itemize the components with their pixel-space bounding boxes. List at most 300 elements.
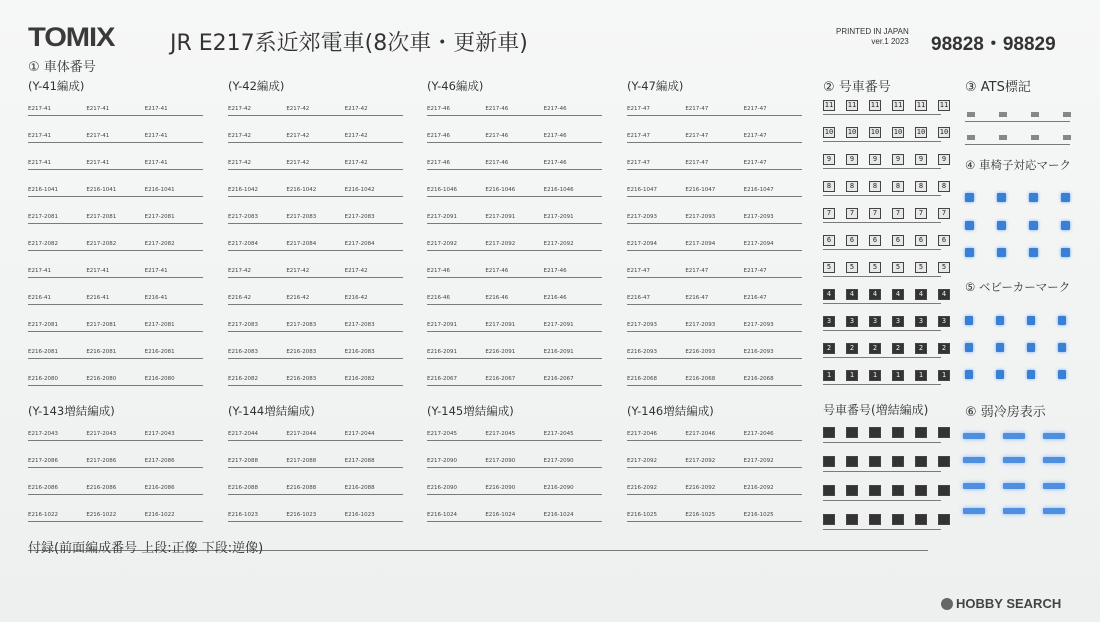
body-number-decal: E216-2067 (485, 376, 516, 382)
decal-rule (627, 196, 802, 197)
car-number-decal (938, 485, 950, 496)
car-number-decal: 2 (846, 343, 858, 354)
body-number-decal: E217-2081 (86, 214, 117, 220)
weak-mark (1043, 483, 1065, 489)
body-number-decal: E216-2092 (685, 485, 716, 491)
body-number-row (28, 146, 203, 173)
decal-rule (228, 521, 403, 522)
decal-rule (228, 196, 403, 197)
body-number-decal: E216-47 (627, 295, 650, 301)
section-stroller: ⑤ ベビーカーマーク (965, 280, 1071, 294)
body-number-row (28, 335, 203, 362)
car-number-row (823, 485, 950, 496)
wheel-mark (997, 193, 1006, 202)
decal-rule (228, 304, 403, 305)
car-number-decal: 3 (869, 316, 881, 327)
car-number-decal: 9 (938, 154, 950, 165)
wheel-mark (1061, 193, 1070, 202)
car-number-decal: 11 (893, 101, 903, 109)
group-label-y41: (Y-41編成) (28, 79, 85, 93)
car-number-decal: 8 (938, 181, 950, 192)
body-number-row (28, 254, 203, 281)
body-number-row (627, 444, 802, 471)
body-number-decal: E217-42 (286, 106, 310, 112)
ats-mark (967, 112, 975, 117)
body-number-row (228, 281, 403, 308)
body-number-decal: E217-2083 (344, 322, 375, 328)
car-number-decal (823, 427, 835, 438)
decal-rule (228, 142, 403, 143)
printed-note (836, 27, 909, 47)
body-number-decal: E216-42 (286, 295, 310, 301)
body-number-decal: E217-2091 (485, 322, 516, 328)
body-number-row (627, 308, 802, 335)
body-number-decal: E216-1024 (427, 512, 457, 518)
car-number-row (823, 289, 950, 300)
group-label-y145: (Y-145増結編成) (427, 404, 514, 418)
body-number-decal: E216-2082 (344, 376, 375, 382)
decal-rule (28, 521, 203, 522)
car-number-row (823, 514, 950, 525)
body-number-decal: E217-46 (427, 106, 450, 112)
decal-rule (627, 385, 802, 386)
body-number-decal: E217-2086 (144, 458, 175, 464)
body-number-decal: E217-2088 (286, 458, 317, 464)
body-number-row (28, 417, 203, 444)
ats-mark-row (967, 135, 1071, 140)
body-number-decal: E216-1046 (485, 187, 516, 193)
body-number-decal: E217-41 (144, 268, 168, 274)
decal-rule (627, 250, 802, 251)
group-label-y42: (Y-42編成) (228, 79, 285, 93)
body-number-decal: E217-2081 (28, 214, 58, 220)
body-number-row (627, 254, 802, 281)
baby-mark (1027, 370, 1035, 379)
baby-mark (965, 343, 973, 352)
body-number-row (427, 119, 602, 146)
decal-rule (627, 467, 802, 468)
decal-rule (427, 250, 602, 251)
car-number-decal: 6 (869, 235, 881, 246)
decal-rule (228, 115, 403, 116)
car-number-decal: 2 (869, 343, 881, 354)
body-number-decal: E217-2093 (627, 214, 657, 220)
body-number-decal: E217-2046 (743, 431, 774, 437)
body-number-decal: E216-2080 (86, 376, 117, 382)
body-number-row (228, 498, 403, 525)
body-number-decal: E216-1022 (28, 512, 58, 518)
weak-row (963, 483, 1065, 489)
car-number-row (823, 316, 950, 327)
body-number-decal: E216-2068 (743, 376, 774, 382)
car-number-decal: 9 (869, 154, 881, 165)
baby-row (965, 370, 1066, 379)
body-number-decal: E216-2091 (427, 349, 457, 355)
body-number-row (627, 173, 802, 200)
decal-rule (823, 442, 941, 443)
ats-mark (1063, 112, 1071, 117)
body-number-decal: E216-2086 (86, 485, 117, 491)
body-number-decal: E216-2081 (144, 349, 175, 355)
body-number-decal: E217-2045 (485, 431, 516, 437)
car-number-decal (846, 514, 858, 525)
decal-rule (28, 169, 203, 170)
car-number-row (823, 427, 950, 438)
section-car-numbers: ② 号車番号 (823, 80, 891, 95)
body-number-decal: E216-2093 (627, 349, 657, 355)
body-number-decal: E217-2044 (344, 431, 375, 437)
car-number-decal: 6 (915, 235, 927, 246)
group-label-y143: (Y-143増結編成) (28, 404, 115, 418)
body-number-decal: E216-2090 (543, 485, 574, 491)
decal-rule (823, 330, 941, 331)
car-number-decal: 1 (938, 370, 950, 381)
decal-rule (823, 357, 941, 358)
body-number-decal: E217-2092 (743, 458, 774, 464)
body-number-decal: E217-2082 (28, 241, 58, 247)
decal-rule (427, 223, 602, 224)
decal-rule (28, 196, 203, 197)
car-number-decal: 1 (915, 370, 927, 381)
decal-rule (627, 358, 802, 359)
body-number-decal: E217-2081 (144, 214, 175, 220)
car-number-decal: 10 (916, 128, 926, 136)
body-number-decal: E217-2043 (86, 431, 117, 437)
decal-rule (427, 358, 602, 359)
decal-rule (823, 249, 941, 250)
decal-rule (28, 115, 203, 116)
weak-row (963, 508, 1065, 514)
body-number-decal: E217-2092 (485, 241, 516, 247)
decal-rule (823, 471, 941, 472)
decal-rule (228, 440, 403, 441)
car-number-decal (915, 514, 927, 525)
decal-rule (228, 385, 403, 386)
body-number-row (427, 254, 602, 281)
body-number-decal: E217-2044 (286, 431, 317, 437)
wheel-mark (1029, 221, 1038, 230)
car-number-decal: 1 (823, 370, 835, 381)
product-numbers: 98828・98829 (931, 34, 1056, 55)
body-number-decal: E216-2091 (543, 349, 574, 355)
body-number-row (28, 200, 203, 227)
page-title: JR E217系近郊電車(8次車・更新車) (170, 31, 528, 56)
decal-rule (823, 276, 941, 277)
car-number-decal: 2 (915, 343, 927, 354)
car-number-decal: 11 (870, 101, 880, 109)
body-number-decal: E216-1024 (543, 512, 574, 518)
body-number-column-y145 (427, 417, 602, 525)
body-number-row (228, 173, 403, 200)
body-number-decal: E216-2081 (28, 349, 58, 355)
wheel-mark (1029, 193, 1038, 202)
body-number-row (427, 444, 602, 471)
body-number-decal: E217-2084 (344, 241, 375, 247)
body-number-decal: E216-1042 (344, 187, 375, 193)
body-number-decal: E217-2043 (144, 431, 175, 437)
weak-mark (963, 483, 985, 489)
decal-rule (427, 277, 602, 278)
body-number-decal: E216-42 (344, 295, 368, 301)
car-number-decal: 4 (915, 289, 927, 300)
decal-rule (627, 521, 802, 522)
ats-mark (1031, 135, 1039, 140)
body-number-decal: E216-1046 (427, 187, 457, 193)
ats-mark-row (967, 112, 1071, 117)
body-number-row (427, 227, 602, 254)
ats-mark (967, 135, 975, 140)
car-number-decal: 10 (824, 128, 834, 136)
decal-rule (823, 114, 941, 115)
group-label-y144: (Y-144増結編成) (228, 404, 315, 418)
decal-rule (627, 142, 802, 143)
car-number-row (823, 235, 950, 246)
body-number-decal: E216-2083 (286, 349, 317, 355)
car-number-decal: 11 (847, 101, 857, 109)
body-number-decal: E217-2092 (543, 241, 574, 247)
body-number-row (627, 471, 802, 498)
section-wheelchair: ④ 車椅子対応マーク (965, 158, 1071, 172)
car-number-decal: 5 (938, 262, 950, 273)
body-number-decal: E216-2093 (685, 349, 716, 355)
body-number-decal: E216-1025 (627, 512, 657, 518)
body-number-row (228, 471, 403, 498)
car-number-decal: 8 (823, 181, 835, 192)
body-number-decal: E216-1046 (543, 187, 574, 193)
body-number-decal: E217-2090 (543, 458, 574, 464)
car-number-decal: 6 (938, 235, 950, 246)
decal-rule (823, 500, 941, 501)
wheel-mark (997, 248, 1006, 257)
body-number-row (228, 227, 403, 254)
body-number-decal: E217-2045 (543, 431, 574, 437)
car-number-decal (915, 456, 927, 467)
body-number-decal: E216-2067 (543, 376, 574, 382)
car-number-decal: 1 (892, 370, 904, 381)
decal-rule (427, 169, 602, 170)
group-label-y47: (Y-47編成) (627, 79, 684, 93)
body-number-decal: E217-47 (743, 133, 767, 139)
decal-rule (28, 223, 203, 224)
car-number-decal: 4 (846, 289, 858, 300)
decal-rule (228, 494, 403, 495)
car-number-decal (869, 456, 881, 467)
body-number-decal: E217-47 (685, 268, 709, 274)
body-number-row (627, 335, 802, 362)
baby-mark (996, 343, 1004, 352)
body-number-row (627, 92, 802, 119)
car-number-decal: 9 (915, 154, 927, 165)
body-number-decal: E217-2093 (743, 214, 774, 220)
decal-rule (627, 494, 802, 495)
decal-rule (627, 115, 802, 116)
body-number-decal: E217-2082 (86, 241, 117, 247)
body-number-decal: E216-2080 (144, 376, 175, 382)
body-number-decal: E217-2091 (485, 214, 516, 220)
body-number-decal: E217-41 (28, 133, 51, 139)
decal-rule (28, 467, 203, 468)
weak-mark (1043, 508, 1065, 514)
body-number-decal: E217-47 (627, 106, 650, 112)
body-number-decal: E217-2088 (344, 458, 375, 464)
body-number-decal: E217-2083 (286, 214, 317, 220)
body-number-decal: E217-42 (286, 160, 310, 166)
decal-rule (823, 168, 941, 169)
weak-mark (963, 457, 985, 463)
body-number-decal: E217-2083 (344, 214, 375, 220)
printed-in-japan: PRINTED IN JAPAN (836, 27, 909, 36)
car-number-row (823, 370, 950, 381)
decal-rule (28, 142, 203, 143)
decal-rule (627, 331, 802, 332)
body-number-decal: E217-46 (427, 133, 450, 139)
body-number-decal: E217-41 (144, 160, 168, 166)
body-number-decal: E217-2081 (144, 322, 175, 328)
body-number-decal: E216-1023 (286, 512, 317, 518)
body-number-decal: E217-41 (144, 133, 168, 139)
body-number-decal: E216-42 (228, 295, 251, 301)
body-number-row (28, 119, 203, 146)
body-number-row (627, 200, 802, 227)
body-number-decal: E217-2092 (685, 458, 716, 464)
body-number-row (228, 308, 403, 335)
body-number-column-y144 (228, 417, 403, 525)
weak-mark (1003, 433, 1025, 439)
body-number-decal: E216-1025 (685, 512, 716, 518)
car-number-decal (892, 427, 904, 438)
watermark (941, 596, 1061, 611)
car-number-decal (938, 456, 950, 467)
body-number-decal: E216-2093 (743, 349, 774, 355)
body-number-decal: E217-42 (344, 133, 368, 139)
body-number-decal: E217-46 (485, 160, 509, 166)
body-number-decal: E217-47 (743, 268, 767, 274)
car-number-decal: 11 (939, 101, 949, 109)
body-number-row (627, 281, 802, 308)
weak-mark (963, 508, 985, 514)
body-number-decal: E216-2092 (743, 485, 774, 491)
car-number-row (823, 100, 950, 111)
body-number-decal: E217-46 (543, 160, 567, 166)
weak-mark (1003, 457, 1025, 463)
body-number-decal: E217-2082 (144, 241, 175, 247)
body-number-row (228, 119, 403, 146)
body-number-decal: E216-2068 (685, 376, 716, 382)
car-number-row (823, 262, 950, 273)
body-number-decal: E216-41 (86, 295, 110, 301)
car-number-row (823, 456, 950, 467)
wheel-mark (965, 221, 974, 230)
decal-rule (427, 494, 602, 495)
car-number-decal (823, 485, 835, 496)
weak-mark (1003, 483, 1025, 489)
body-number-decal: E216-1047 (685, 187, 716, 193)
body-number-decal: E217-42 (228, 268, 251, 274)
car-number-decal: 1 (869, 370, 881, 381)
weak-row (963, 457, 1065, 463)
car-number-decal: 2 (892, 343, 904, 354)
car-number-decal: 5 (823, 262, 835, 273)
decal-rule (28, 304, 203, 305)
body-number-decal: E217-2091 (543, 214, 574, 220)
body-number-row (228, 254, 403, 281)
car-number-decal: 7 (869, 208, 881, 219)
body-number-decal: E217-47 (627, 268, 650, 274)
body-number-decal: E217-46 (485, 268, 509, 274)
body-number-row (228, 335, 403, 362)
body-number-decal: E216-1025 (743, 512, 774, 518)
body-number-decal: E217-2043 (28, 431, 58, 437)
decal-rule (627, 169, 802, 170)
body-number-row (28, 444, 203, 471)
car-number-decal: 10 (870, 128, 880, 136)
body-number-decal: E216-2088 (286, 485, 317, 491)
body-number-decal: E217-2094 (743, 241, 774, 247)
body-number-decal: E217-2094 (685, 241, 716, 247)
baby-mark (965, 370, 973, 379)
wheel-mark (965, 193, 974, 202)
body-number-decal: E216-1041 (86, 187, 117, 193)
body-number-decal: E216-1022 (144, 512, 175, 518)
decal-rule (823, 222, 941, 223)
body-number-decal: E217-2091 (427, 322, 457, 328)
decal-rule (228, 467, 403, 468)
decal-rule (28, 250, 203, 251)
body-number-row (28, 173, 203, 200)
body-number-row (228, 444, 403, 471)
baby-mark (1027, 343, 1035, 352)
body-number-decal: E217-2084 (286, 241, 317, 247)
body-number-decal: E217-2093 (685, 322, 716, 328)
body-number-decal: E216-2091 (485, 349, 516, 355)
car-number-decal: 6 (892, 235, 904, 246)
baby-row (965, 343, 1066, 352)
car-number-decal (846, 456, 858, 467)
body-number-decal: E216-1042 (228, 187, 258, 193)
body-number-decal: E216-2083 (344, 349, 375, 355)
decal-rule (28, 358, 203, 359)
wheel-row (965, 221, 1070, 230)
decal-rule (823, 303, 941, 304)
body-number-row (28, 308, 203, 335)
body-number-row (627, 146, 802, 173)
car-number-decal (869, 514, 881, 525)
car-number-decal (938, 427, 950, 438)
decal-rule (28, 385, 203, 386)
decal-rule (427, 304, 602, 305)
car-number-decal (846, 427, 858, 438)
body-number-decal: E217-46 (485, 106, 509, 112)
decal-rule (28, 277, 203, 278)
car-number-decal: 7 (823, 208, 835, 219)
body-number-decal: E217-2046 (685, 431, 716, 437)
body-number-decal: E217-42 (228, 106, 251, 112)
body-number-row (28, 227, 203, 254)
body-number-column-y41 (28, 92, 203, 389)
body-number-row (627, 119, 802, 146)
car-number-decal (915, 427, 927, 438)
car-number-row (823, 208, 950, 219)
body-number-decal: E217-42 (228, 160, 251, 166)
wheel-row (965, 193, 1070, 202)
decal-rule (823, 384, 941, 385)
baby-mark (996, 316, 1004, 325)
decal-rule (228, 331, 403, 332)
car-number-decal: 8 (892, 181, 904, 192)
decal-rule (627, 277, 802, 278)
wheel-mark (1061, 248, 1070, 257)
watermark-text: HOBBY SEARCH (956, 596, 1062, 611)
